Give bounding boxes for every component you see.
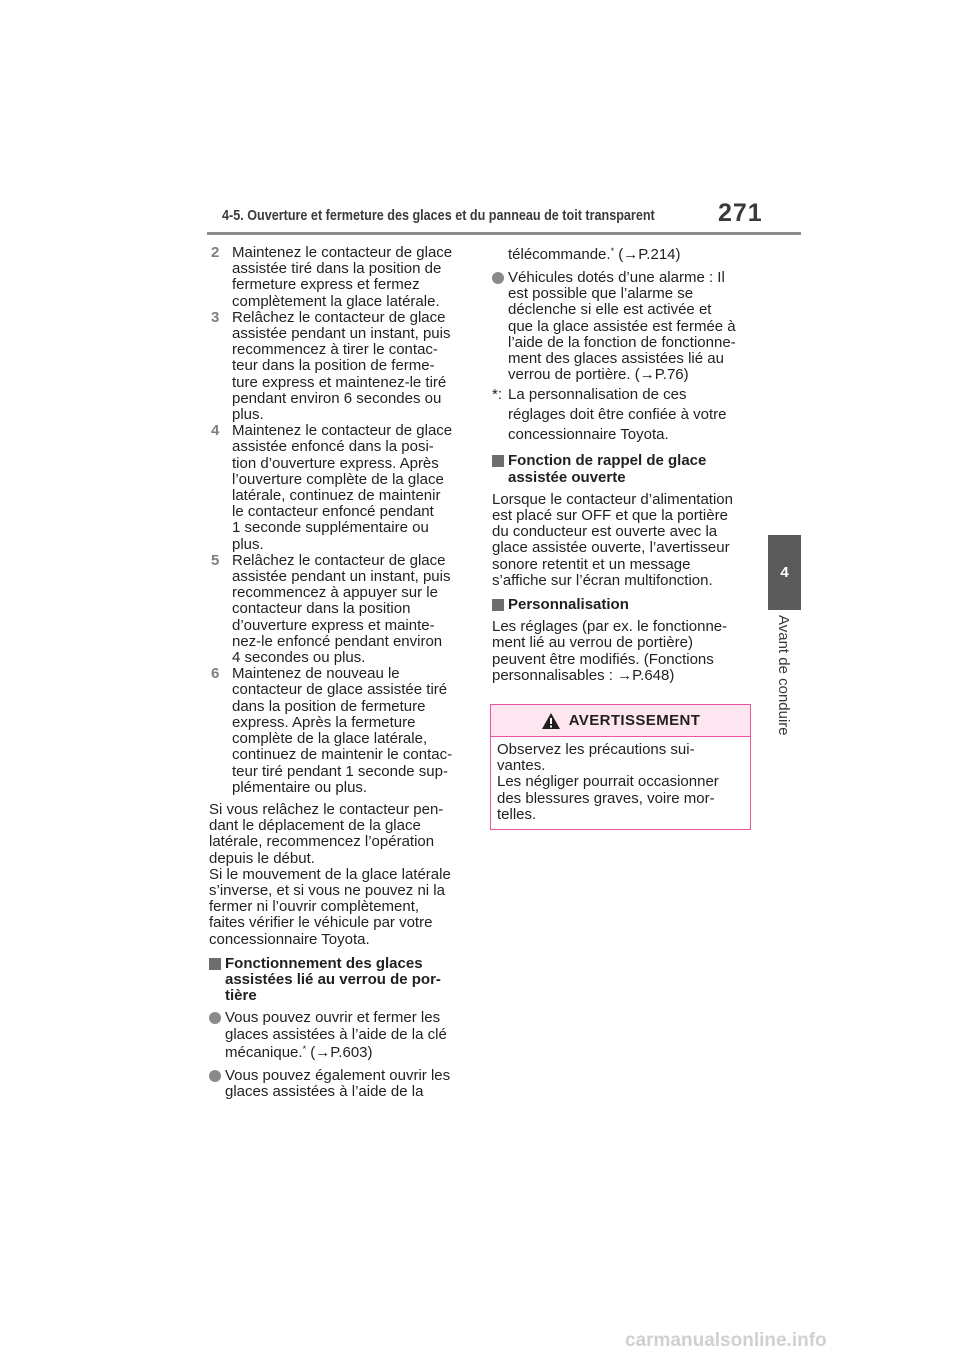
warning-triangle-icon xyxy=(541,712,561,730)
heading-customization: Personnalisation xyxy=(492,597,752,613)
warning-title: AVERTISSEMENT xyxy=(568,712,701,729)
step-4: 4 Maintenez le contacteur de glace assistée enfoncé dans la posi- tion d’ouverture express. Après l’ouverture complète de la glace latérale, continuez de maintenir le contacteur enfoncé pendant 1 seconde supplémentaire ou plus. xyxy=(211,422,453,553)
heading-door-lock-linked: Fonctionnement des glaces assistées lié au verrou de por- tière xyxy=(209,956,469,1005)
round-bullet-icon xyxy=(209,1070,221,1082)
step-number: 5 xyxy=(211,551,220,569)
bullet-mechanical-key: Vous pouvez ouvrir et fermer les glaces assistées à l’aide de la clé mécanique.* (→P.603) xyxy=(209,1010,469,1061)
step-5: 5 Relâchez le contacteur de glace assistée pendant un instant, puis recommencez à appuyer sur le contacteur dans la position d’ouverture express et mainte- nez-le enfoncé pendant environ 4 secondes ou plus. xyxy=(211,551,451,667)
restart-note: Si vous relâchez le contacteur pen- dant le déplacement de la glace latérale, recommencez l’opération depuis le début. Si le mouvement de la glace latérale s’inverse, et si vous ne pouvez ni la fermer ni l’ouvrir complètement, faites vérifier le véhicule par votre concessionnaire Toyota. xyxy=(209,800,451,948)
header-divider xyxy=(207,232,801,235)
page-number: 271 xyxy=(718,199,763,227)
warning-box xyxy=(490,704,751,830)
square-bullet-icon xyxy=(492,599,504,611)
page-reference-link[interactable]: (→P.214) xyxy=(614,246,681,263)
heading-open-window-reminder: Fonction de rappel de glace assistée ouverte xyxy=(492,453,752,485)
bullet-alarm: Véhicules dotés d’une alarme : Il est possible que l’alarme se déclenche si elle est activée et que la glace assistée est fermée à l’aide de la fonction de fonctionne- ment des glaces assistées lié au verrou de portière. (→P.76) xyxy=(492,270,752,383)
right-column xyxy=(492,245,752,684)
square-bullet-icon xyxy=(209,958,221,970)
square-bullet-icon xyxy=(492,455,504,467)
section-title: 4-5. Ouverture et fermeture des glaces et du panneau de toit transparent xyxy=(222,207,655,224)
step-6: 6 Maintenez de nouveau le contacteur de glace assistée tiré dans la position de fermeture express. Après la fermeture complète de la glace latérale, continuez de maintenir le contac- teur tiré pendant 1 seconde sup- plémentaire ou plus. xyxy=(211,665,453,796)
left-column xyxy=(209,245,469,1100)
page-reference-link[interactable]: (→P.603) xyxy=(306,1043,373,1061)
footnote: *: La personnalisation de ces réglages doit être confiée à votre concessionnaire Toyota. xyxy=(492,386,727,444)
step-number: 2 xyxy=(211,244,220,261)
step-number: 3 xyxy=(211,308,220,326)
step-number: 4 xyxy=(211,422,220,440)
bullet-remote: Vous pouvez également ouvrir les glaces assistées à l’aide de la xyxy=(209,1068,469,1100)
chapter-tab[interactable]: 4 xyxy=(768,535,801,610)
watermark: carmanualsonline.info xyxy=(625,1330,827,1351)
reminder-body: Lorsque le contacteur d’alimentation est placé sur OFF et que la portière du conducteur est ouverte avec la glace assistée ouverte, l’avertisseur sonore retentit et un message s’affiche sur l’écran multifonction. xyxy=(492,490,733,589)
customization-body: Les réglages (par ex. le fonctionne- ment lié au verrou de portière) peuvent être modifiés. (Fonctions personnalisables : →P.648) xyxy=(492,618,728,684)
round-bullet-icon xyxy=(492,272,504,284)
warning-header xyxy=(491,705,750,737)
remote-continuation: télécommande.* (→P.214) xyxy=(508,246,681,263)
step-3: 3 Relâchez le contacteur de glace assistée pendant un instant, puis recommencez à tirer le contac- teur dans la position de ferme- ture express et maintenez-le tiré pendant environ 6 secondes ou plus. xyxy=(211,308,451,424)
warning-body: Observez les précautions sui- vantes. Les négliger pourrait occasionner des blessures graves, voire mor- telles. xyxy=(497,741,719,823)
chapter-label: Avant de conduire xyxy=(775,615,792,736)
round-bullet-icon xyxy=(209,1012,221,1024)
step-2: 2 Maintenez le contacteur de glace assistée tiré dans la position de fermeture express et fermez complètement la glace latérale. xyxy=(211,244,453,310)
step-number: 6 xyxy=(211,665,220,683)
